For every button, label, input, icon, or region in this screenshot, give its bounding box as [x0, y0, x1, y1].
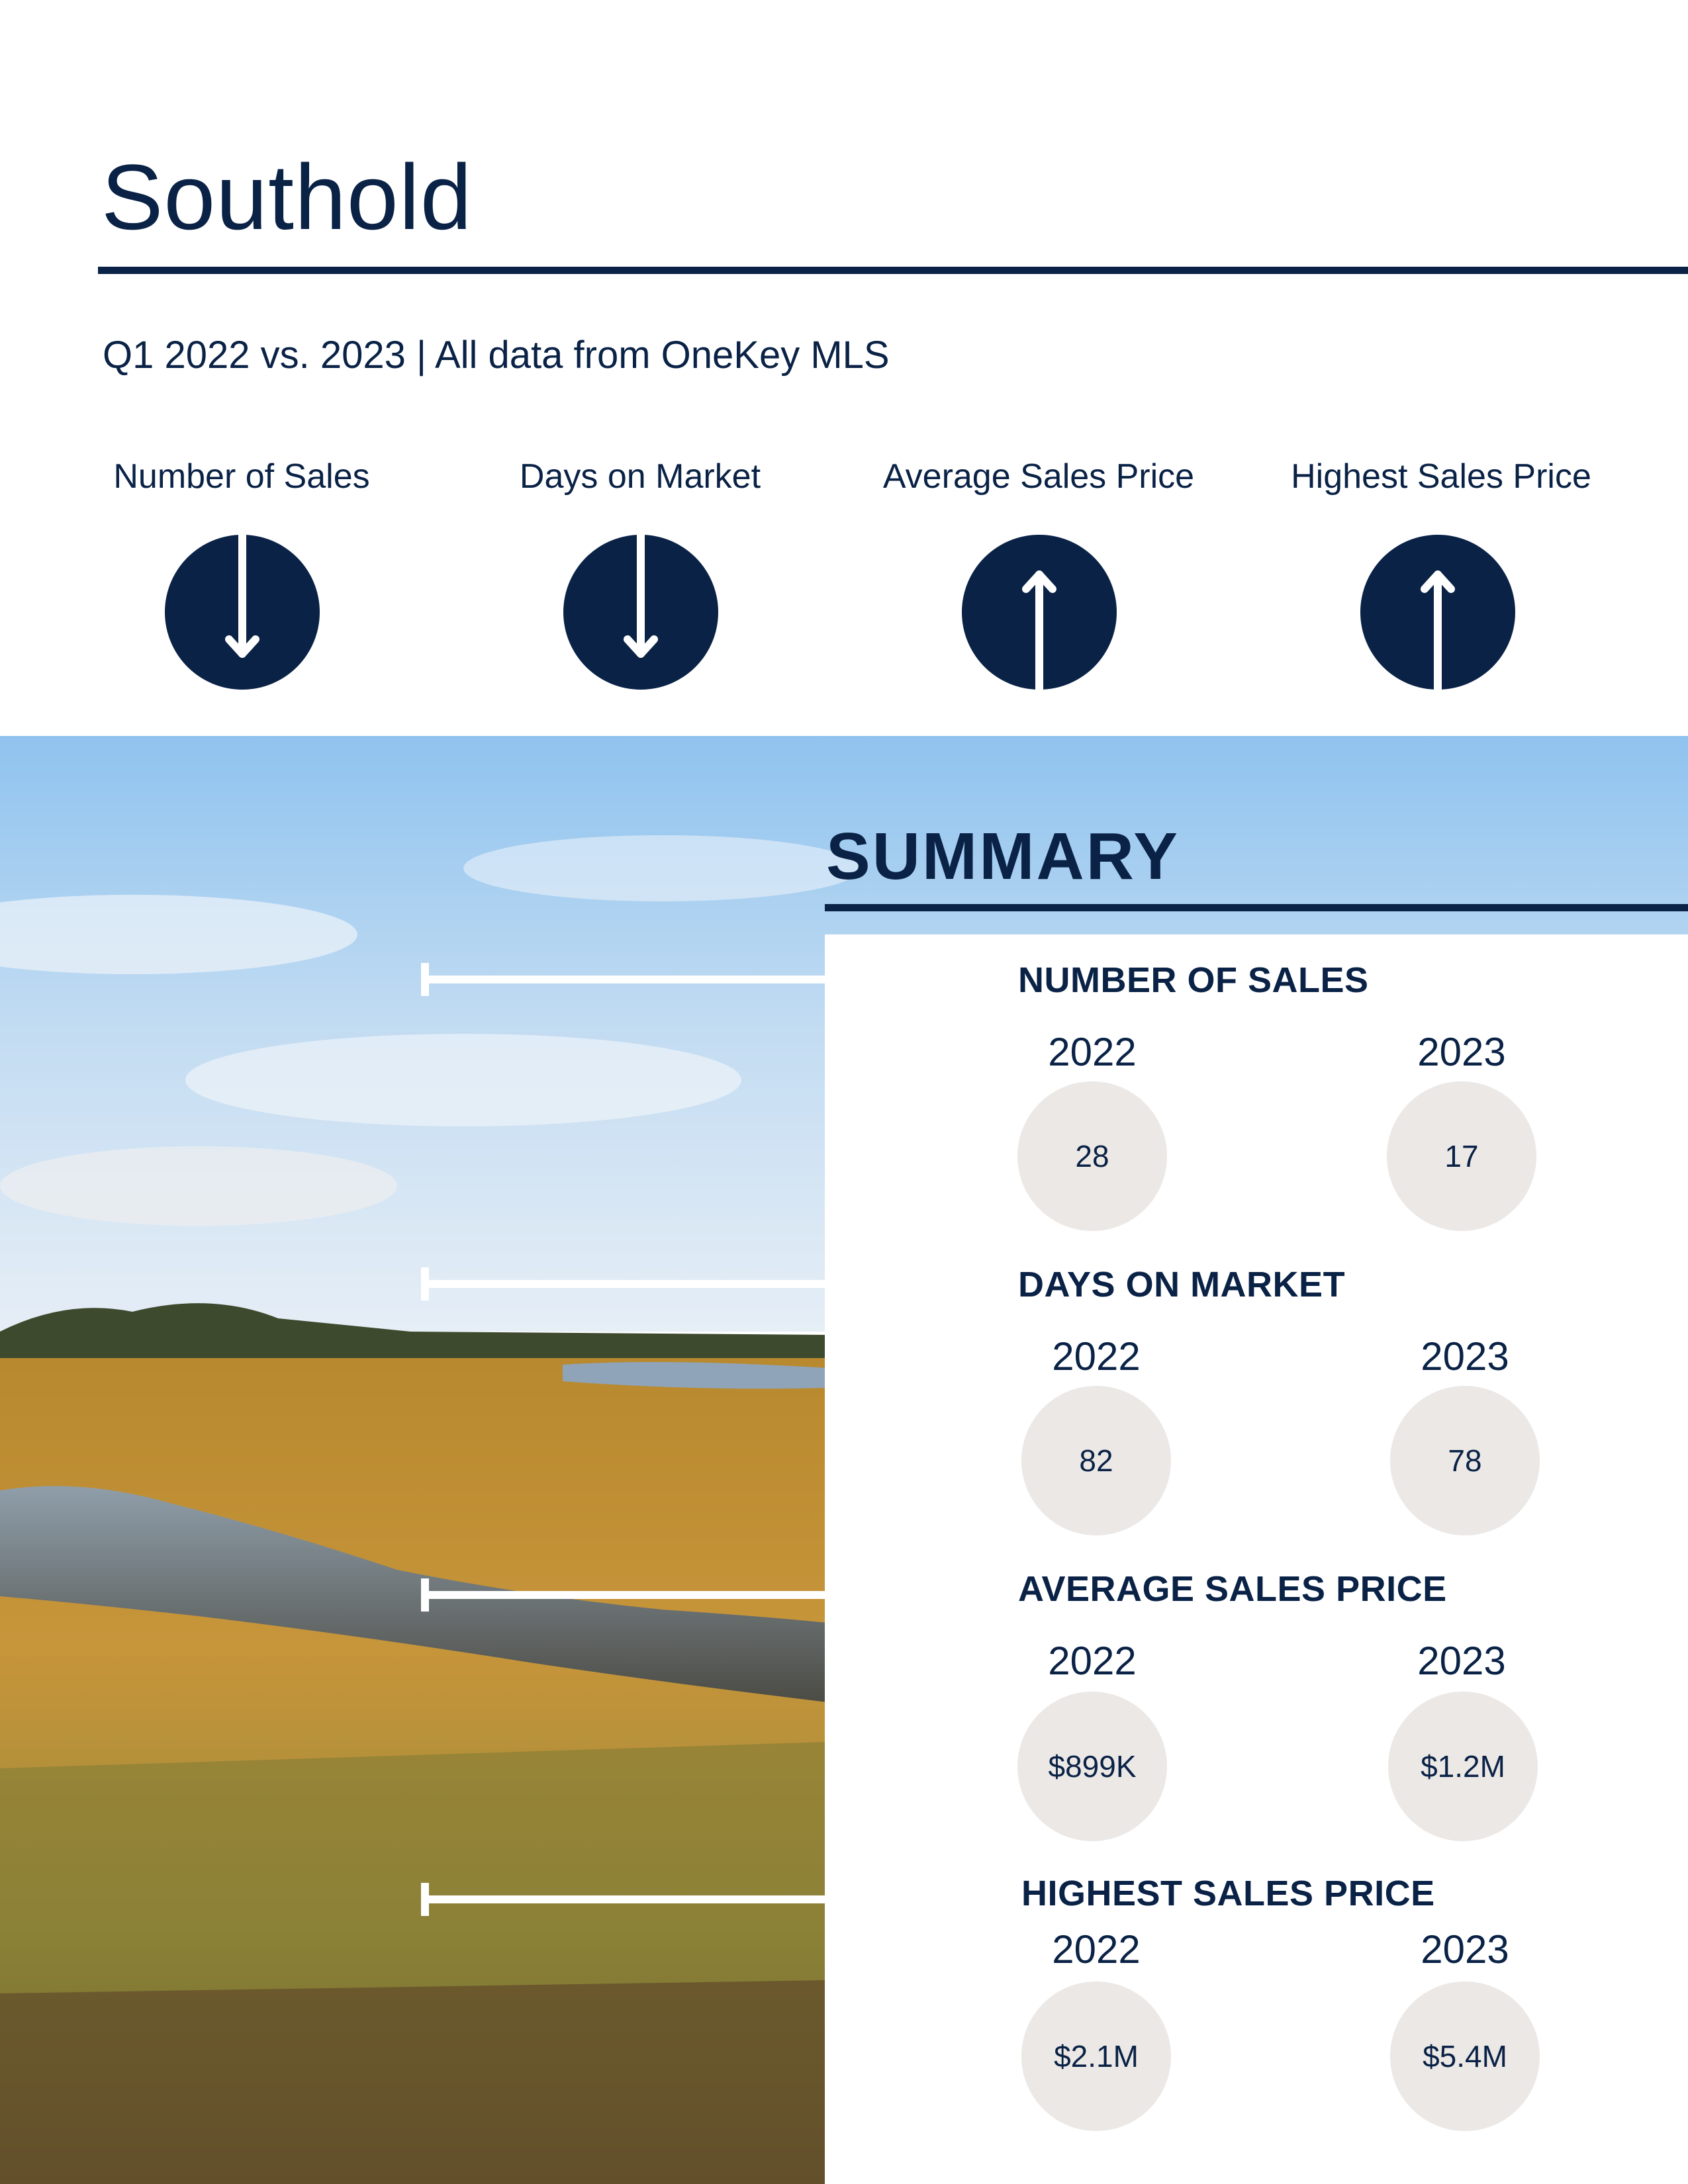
stat-value-bubble: $2.1M [1021, 1981, 1171, 2131]
timeline-connector [421, 1591, 825, 1599]
stat-value-bubble: 78 [1390, 1386, 1540, 1535]
metric-label-number-of-sales: Number of Sales [113, 457, 370, 496]
metric-label-average-sales-price: Average Sales Price [882, 457, 1195, 496]
stat-value-bubble: $5.4M [1390, 1981, 1540, 2131]
metric-label-days-on-market: Days on Market [519, 457, 761, 496]
summary-title: SUMMARY [826, 819, 1180, 893]
arrow-down-icon [563, 535, 718, 690]
stat-year-label: 2022 [1048, 1639, 1137, 1683]
summary-divider [825, 904, 1688, 911]
stat-year-label: 2022 [1052, 1927, 1141, 1972]
stat-year-label: 2023 [1421, 1927, 1509, 1972]
stat-heading-days-on-market: DAYS ON MARKET [1018, 1265, 1346, 1304]
metric-label-highest-sales-price: Highest Sales Price [1291, 457, 1591, 496]
summary-panel [825, 934, 1688, 2184]
stat-year-label: 2023 [1417, 1030, 1506, 1074]
stat-year-label: 2023 [1421, 1334, 1509, 1379]
stat-value-bubble: $899K [1017, 1692, 1167, 1841]
arrow-up-icon [962, 535, 1117, 690]
title-divider [98, 267, 1688, 274]
stat-value-bubble: 28 [1017, 1081, 1167, 1231]
timeline-connector-cap [421, 1267, 429, 1300]
page-title: Southold [101, 145, 473, 249]
arrow-up-icon [1360, 535, 1515, 690]
timeline-connector [421, 1895, 825, 1903]
stat-value-bubble: 17 [1387, 1081, 1536, 1231]
stat-value-bubble: $1.2M [1388, 1692, 1538, 1841]
timeline-connector [421, 976, 825, 983]
stat-value-bubble: 82 [1021, 1386, 1171, 1535]
arrow-down-icon [165, 535, 320, 690]
stat-year-label: 2022 [1048, 1030, 1137, 1074]
stat-heading-number-of-sales: NUMBER OF SALES [1018, 960, 1369, 1000]
stat-heading-average-sales-price: AVERAGE SALES PRICE [1018, 1569, 1447, 1609]
timeline-connector-cap [421, 963, 429, 996]
stat-year-label: 2022 [1052, 1334, 1141, 1379]
timeline-connector-cap [421, 1883, 429, 1916]
stat-year-label: 2023 [1417, 1639, 1506, 1683]
timeline-connector-cap [421, 1578, 429, 1612]
timeline-connector [421, 1280, 825, 1288]
page-subtitle: Q1 2022 vs. 2023 | All data from OneKey MLS [103, 334, 890, 377]
stat-heading-highest-sales-price: HIGHEST SALES PRICE [1021, 1874, 1435, 1913]
